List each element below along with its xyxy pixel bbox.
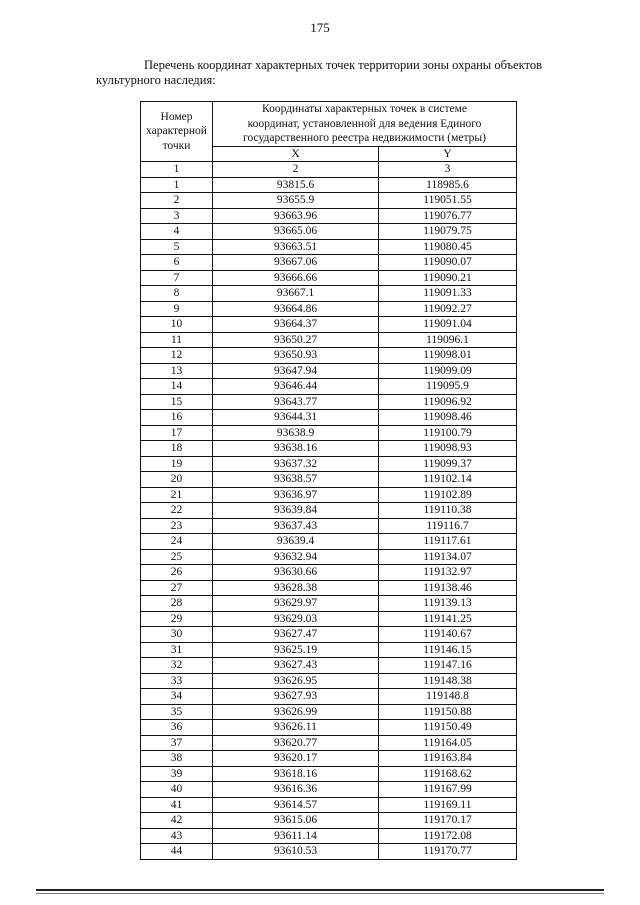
point-number-cell: 22 — [141, 503, 213, 519]
x-coordinate-cell: 93647.94 — [213, 363, 379, 379]
x-coordinate-cell: 93665.06 — [213, 224, 379, 240]
coordinates-header-line: государственного реестра недвижимости (метры) — [243, 132, 486, 144]
y-coordinate-cell: 119092.27 — [379, 301, 517, 317]
table-row — [141, 177, 517, 193]
point-number-cell: 35 — [141, 704, 213, 720]
x-coordinate-cell: 93620.17 — [213, 751, 379, 767]
table-row — [141, 410, 517, 426]
x-coordinate-cell: 93639.4 — [213, 534, 379, 550]
y-coordinate-cell: 119098.93 — [379, 441, 517, 457]
table-row — [141, 534, 517, 550]
coordinates-table — [140, 101, 517, 860]
table-row — [141, 797, 517, 813]
column-index-cell: 3 — [379, 162, 517, 178]
point-number-cell: 12 — [141, 348, 213, 364]
point-number-cell: 36 — [141, 720, 213, 736]
y-coordinate-cell: 119170.77 — [379, 844, 517, 860]
x-coordinate-cell: 93630.66 — [213, 565, 379, 581]
point-number-cell: 7 — [141, 270, 213, 286]
point-number-cell: 32 — [141, 658, 213, 674]
x-coordinate-cell: 93636.97 — [213, 487, 379, 503]
point-number-cell: 9 — [141, 301, 213, 317]
bottom-rule-thin — [36, 893, 604, 894]
y-coordinate-cell: 119117.61 — [379, 534, 517, 550]
y-coordinate-cell: 119147.16 — [379, 658, 517, 674]
table-row — [141, 472, 517, 488]
point-number-cell: 38 — [141, 751, 213, 767]
point-number-cell: 31 — [141, 642, 213, 658]
coordinates-header-line: координат, установленной для ведения Единого — [247, 117, 482, 130]
y-coordinate-cell: 118985.6 — [379, 177, 517, 193]
table-row — [141, 487, 517, 503]
point-number-cell: 27 — [141, 580, 213, 596]
coordinates-header — [213, 102, 517, 147]
point-number-cell: 23 — [141, 518, 213, 534]
table-row — [141, 673, 517, 689]
point-number-cell: 10 — [141, 317, 213, 333]
point-number-cell: 24 — [141, 534, 213, 550]
y-coordinate-cell: 119148.8 — [379, 689, 517, 705]
x-coordinate-cell: 93627.93 — [213, 689, 379, 705]
x-coordinate-cell: 93629.97 — [213, 596, 379, 612]
table-row — [141, 301, 517, 317]
y-coordinate-cell: 119091.04 — [379, 317, 517, 333]
point-number-cell: 26 — [141, 565, 213, 581]
point-number-header-line: характерной — [146, 125, 207, 138]
x-coordinate-cell: 93663.51 — [213, 239, 379, 255]
point-number-cell: 14 — [141, 379, 213, 395]
table-row — [141, 611, 517, 627]
table-row — [141, 658, 517, 674]
y-coordinate-cell: 119076.77 — [379, 208, 517, 224]
y-coordinate-cell: 119150.49 — [379, 720, 517, 736]
point-number-cell: 37 — [141, 735, 213, 751]
coordinates-header-line: Координаты характерных точек в системе — [261, 103, 468, 115]
table-row — [141, 596, 517, 612]
x-coordinate-cell: 93664.37 — [213, 317, 379, 333]
table-row — [141, 518, 517, 534]
point-number-header — [141, 102, 213, 162]
table-row — [141, 751, 517, 767]
table-row — [141, 627, 517, 643]
y-coordinate-cell: 119150.88 — [379, 704, 517, 720]
column-index-cell: 2 — [213, 162, 379, 178]
column-index-row — [141, 162, 517, 178]
page-number: 175 — [310, 20, 330, 35]
x-coordinate-cell: 93628.38 — [213, 580, 379, 596]
y-coordinate-cell: 119090.21 — [379, 270, 517, 286]
point-number-cell: 44 — [141, 844, 213, 860]
y-coordinate-cell: 119169.11 — [379, 797, 517, 813]
x-coordinate-cell: 93627.47 — [213, 627, 379, 643]
table-row — [141, 766, 517, 782]
point-number-cell: 11 — [141, 332, 213, 348]
x-coordinate-cell: 93625.19 — [213, 642, 379, 658]
y-coordinate-cell: 119051.55 — [379, 193, 517, 209]
point-number-cell: 2 — [141, 193, 213, 209]
table-header-row — [141, 102, 517, 147]
x-coordinate-cell: 93626.99 — [213, 704, 379, 720]
point-number-cell: 40 — [141, 782, 213, 798]
y-coordinate-cell: 119095.9 — [379, 379, 517, 395]
x-coordinate-cell: 93637.43 — [213, 518, 379, 534]
y-coordinate-cell: 119163.84 — [379, 751, 517, 767]
table-row — [141, 239, 517, 255]
x-coordinate-cell: 93643.77 — [213, 394, 379, 410]
x-coordinate-cell: 93629.03 — [213, 611, 379, 627]
table-row — [141, 782, 517, 798]
table-row — [141, 286, 517, 302]
x-coordinate-cell: 93637.32 — [213, 456, 379, 472]
x-coordinate-cell: 93650.27 — [213, 332, 379, 348]
table-row — [141, 348, 517, 364]
y-coordinate-cell: 119098.01 — [379, 348, 517, 364]
y-column-header: Y — [379, 146, 517, 162]
y-coordinate-cell: 119099.37 — [379, 456, 517, 472]
y-coordinate-cell: 119168.62 — [379, 766, 517, 782]
x-coordinate-cell: 93626.11 — [213, 720, 379, 736]
y-coordinate-cell: 119080.45 — [379, 239, 517, 255]
point-number-cell: 29 — [141, 611, 213, 627]
table-row — [141, 735, 517, 751]
table-row — [141, 704, 517, 720]
table-row — [141, 689, 517, 705]
table-row — [141, 363, 517, 379]
x-coordinate-cell: 93646.44 — [213, 379, 379, 395]
point-number-cell: 18 — [141, 441, 213, 457]
y-coordinate-cell: 119100.79 — [379, 425, 517, 441]
y-coordinate-cell: 119148.38 — [379, 673, 517, 689]
point-number-cell: 28 — [141, 596, 213, 612]
point-number-cell: 1 — [141, 177, 213, 193]
table-row — [141, 224, 517, 240]
y-coordinate-cell: 119132.97 — [379, 565, 517, 581]
point-number-cell: 6 — [141, 255, 213, 271]
y-coordinate-cell: 119172.08 — [379, 828, 517, 844]
x-coordinate-cell: 93639.84 — [213, 503, 379, 519]
y-coordinate-cell: 119102.14 — [379, 472, 517, 488]
x-column-header: X — [213, 146, 379, 162]
y-coordinate-cell: 119079.75 — [379, 224, 517, 240]
table-row — [141, 317, 517, 333]
table-row — [141, 580, 517, 596]
table-row — [141, 813, 517, 829]
point-number-cell: 33 — [141, 673, 213, 689]
y-coordinate-cell: 119090.07 — [379, 255, 517, 271]
table-row — [141, 425, 517, 441]
point-number-header-line: Номер — [160, 110, 193, 123]
x-coordinate-cell: 93638.57 — [213, 472, 379, 488]
y-coordinate-cell: 119140.67 — [379, 627, 517, 643]
x-coordinate-cell: 93627.43 — [213, 658, 379, 674]
point-number-cell: 16 — [141, 410, 213, 426]
table-row — [141, 565, 517, 581]
point-number-cell: 39 — [141, 766, 213, 782]
point-number-cell: 43 — [141, 828, 213, 844]
x-coordinate-cell: 93650.93 — [213, 348, 379, 364]
x-coordinate-cell: 93616.36 — [213, 782, 379, 798]
point-number-cell: 4 — [141, 224, 213, 240]
bottom-rule — [36, 889, 604, 891]
point-number-header-line: точки — [162, 139, 191, 152]
x-coordinate-cell: 93610.53 — [213, 844, 379, 860]
x-coordinate-cell: 93632.94 — [213, 549, 379, 565]
x-coordinate-cell: 93666.66 — [213, 270, 379, 286]
table-row — [141, 720, 517, 736]
table-row — [141, 441, 517, 457]
point-number-cell: 8 — [141, 286, 213, 302]
point-number-cell: 13 — [141, 363, 213, 379]
x-coordinate-cell: 93644.31 — [213, 410, 379, 426]
y-coordinate-cell: 119167.99 — [379, 782, 517, 798]
x-coordinate-cell: 93667.06 — [213, 255, 379, 271]
point-number-cell: 19 — [141, 456, 213, 472]
point-number-cell: 5 — [141, 239, 213, 255]
y-coordinate-cell: 119096.92 — [379, 394, 517, 410]
x-coordinate-cell: 93614.57 — [213, 797, 379, 813]
point-number-cell: 3 — [141, 208, 213, 224]
y-coordinate-cell: 119116.7 — [379, 518, 517, 534]
column-index-cell: 1 — [141, 162, 213, 178]
point-number-cell: 34 — [141, 689, 213, 705]
x-coordinate-cell: 93664.86 — [213, 301, 379, 317]
table-row — [141, 332, 517, 348]
y-coordinate-cell: 119091.33 — [379, 286, 517, 302]
x-coordinate-cell: 93638.16 — [213, 441, 379, 457]
table-row — [141, 828, 517, 844]
y-coordinate-cell: 119096.1 — [379, 332, 517, 348]
x-coordinate-cell: 93638.9 — [213, 425, 379, 441]
table-row — [141, 394, 517, 410]
table-row — [141, 379, 517, 395]
y-coordinate-cell: 119099.09 — [379, 363, 517, 379]
x-coordinate-cell: 93663.96 — [213, 208, 379, 224]
coordinates-table-body — [141, 177, 517, 859]
y-coordinate-cell: 119141.25 — [379, 611, 517, 627]
x-coordinate-cell: 93615.06 — [213, 813, 379, 829]
y-coordinate-cell: 119138.46 — [379, 580, 517, 596]
y-coordinate-cell: 119098.46 — [379, 410, 517, 426]
point-number-cell: 42 — [141, 813, 213, 829]
table-row — [141, 456, 517, 472]
x-coordinate-cell: 93815.6 — [213, 177, 379, 193]
table-row — [141, 255, 517, 271]
x-coordinate-cell: 93620.77 — [213, 735, 379, 751]
point-number-cell: 41 — [141, 797, 213, 813]
x-coordinate-cell: 93611.14 — [213, 828, 379, 844]
table-row — [141, 193, 517, 209]
table-row — [141, 208, 517, 224]
x-coordinate-cell: 93626.95 — [213, 673, 379, 689]
x-coordinate-cell: 93655.9 — [213, 193, 379, 209]
table-row — [141, 549, 517, 565]
y-coordinate-cell: 119170.17 — [379, 813, 517, 829]
y-coordinate-cell: 119146.15 — [379, 642, 517, 658]
point-number-cell: 20 — [141, 472, 213, 488]
y-coordinate-cell: 119139.13 — [379, 596, 517, 612]
y-coordinate-cell: 119102.89 — [379, 487, 517, 503]
x-coordinate-cell: 93667.1 — [213, 286, 379, 302]
y-coordinate-cell: 119164.05 — [379, 735, 517, 751]
table-row — [141, 270, 517, 286]
table-row — [141, 503, 517, 519]
point-number-cell: 25 — [141, 549, 213, 565]
y-coordinate-cell: 119110.38 — [379, 503, 517, 519]
table-row — [141, 642, 517, 658]
document-heading: Перечень координат характерных точек территории зоны охраны объектов культурного наследия: — [96, 58, 543, 87]
point-number-cell: 15 — [141, 394, 213, 410]
table-row — [141, 844, 517, 860]
point-number-cell: 21 — [141, 487, 213, 503]
point-number-cell: 30 — [141, 627, 213, 643]
point-number-cell: 17 — [141, 425, 213, 441]
x-coordinate-cell: 93618.16 — [213, 766, 379, 782]
y-coordinate-cell: 119134.07 — [379, 549, 517, 565]
